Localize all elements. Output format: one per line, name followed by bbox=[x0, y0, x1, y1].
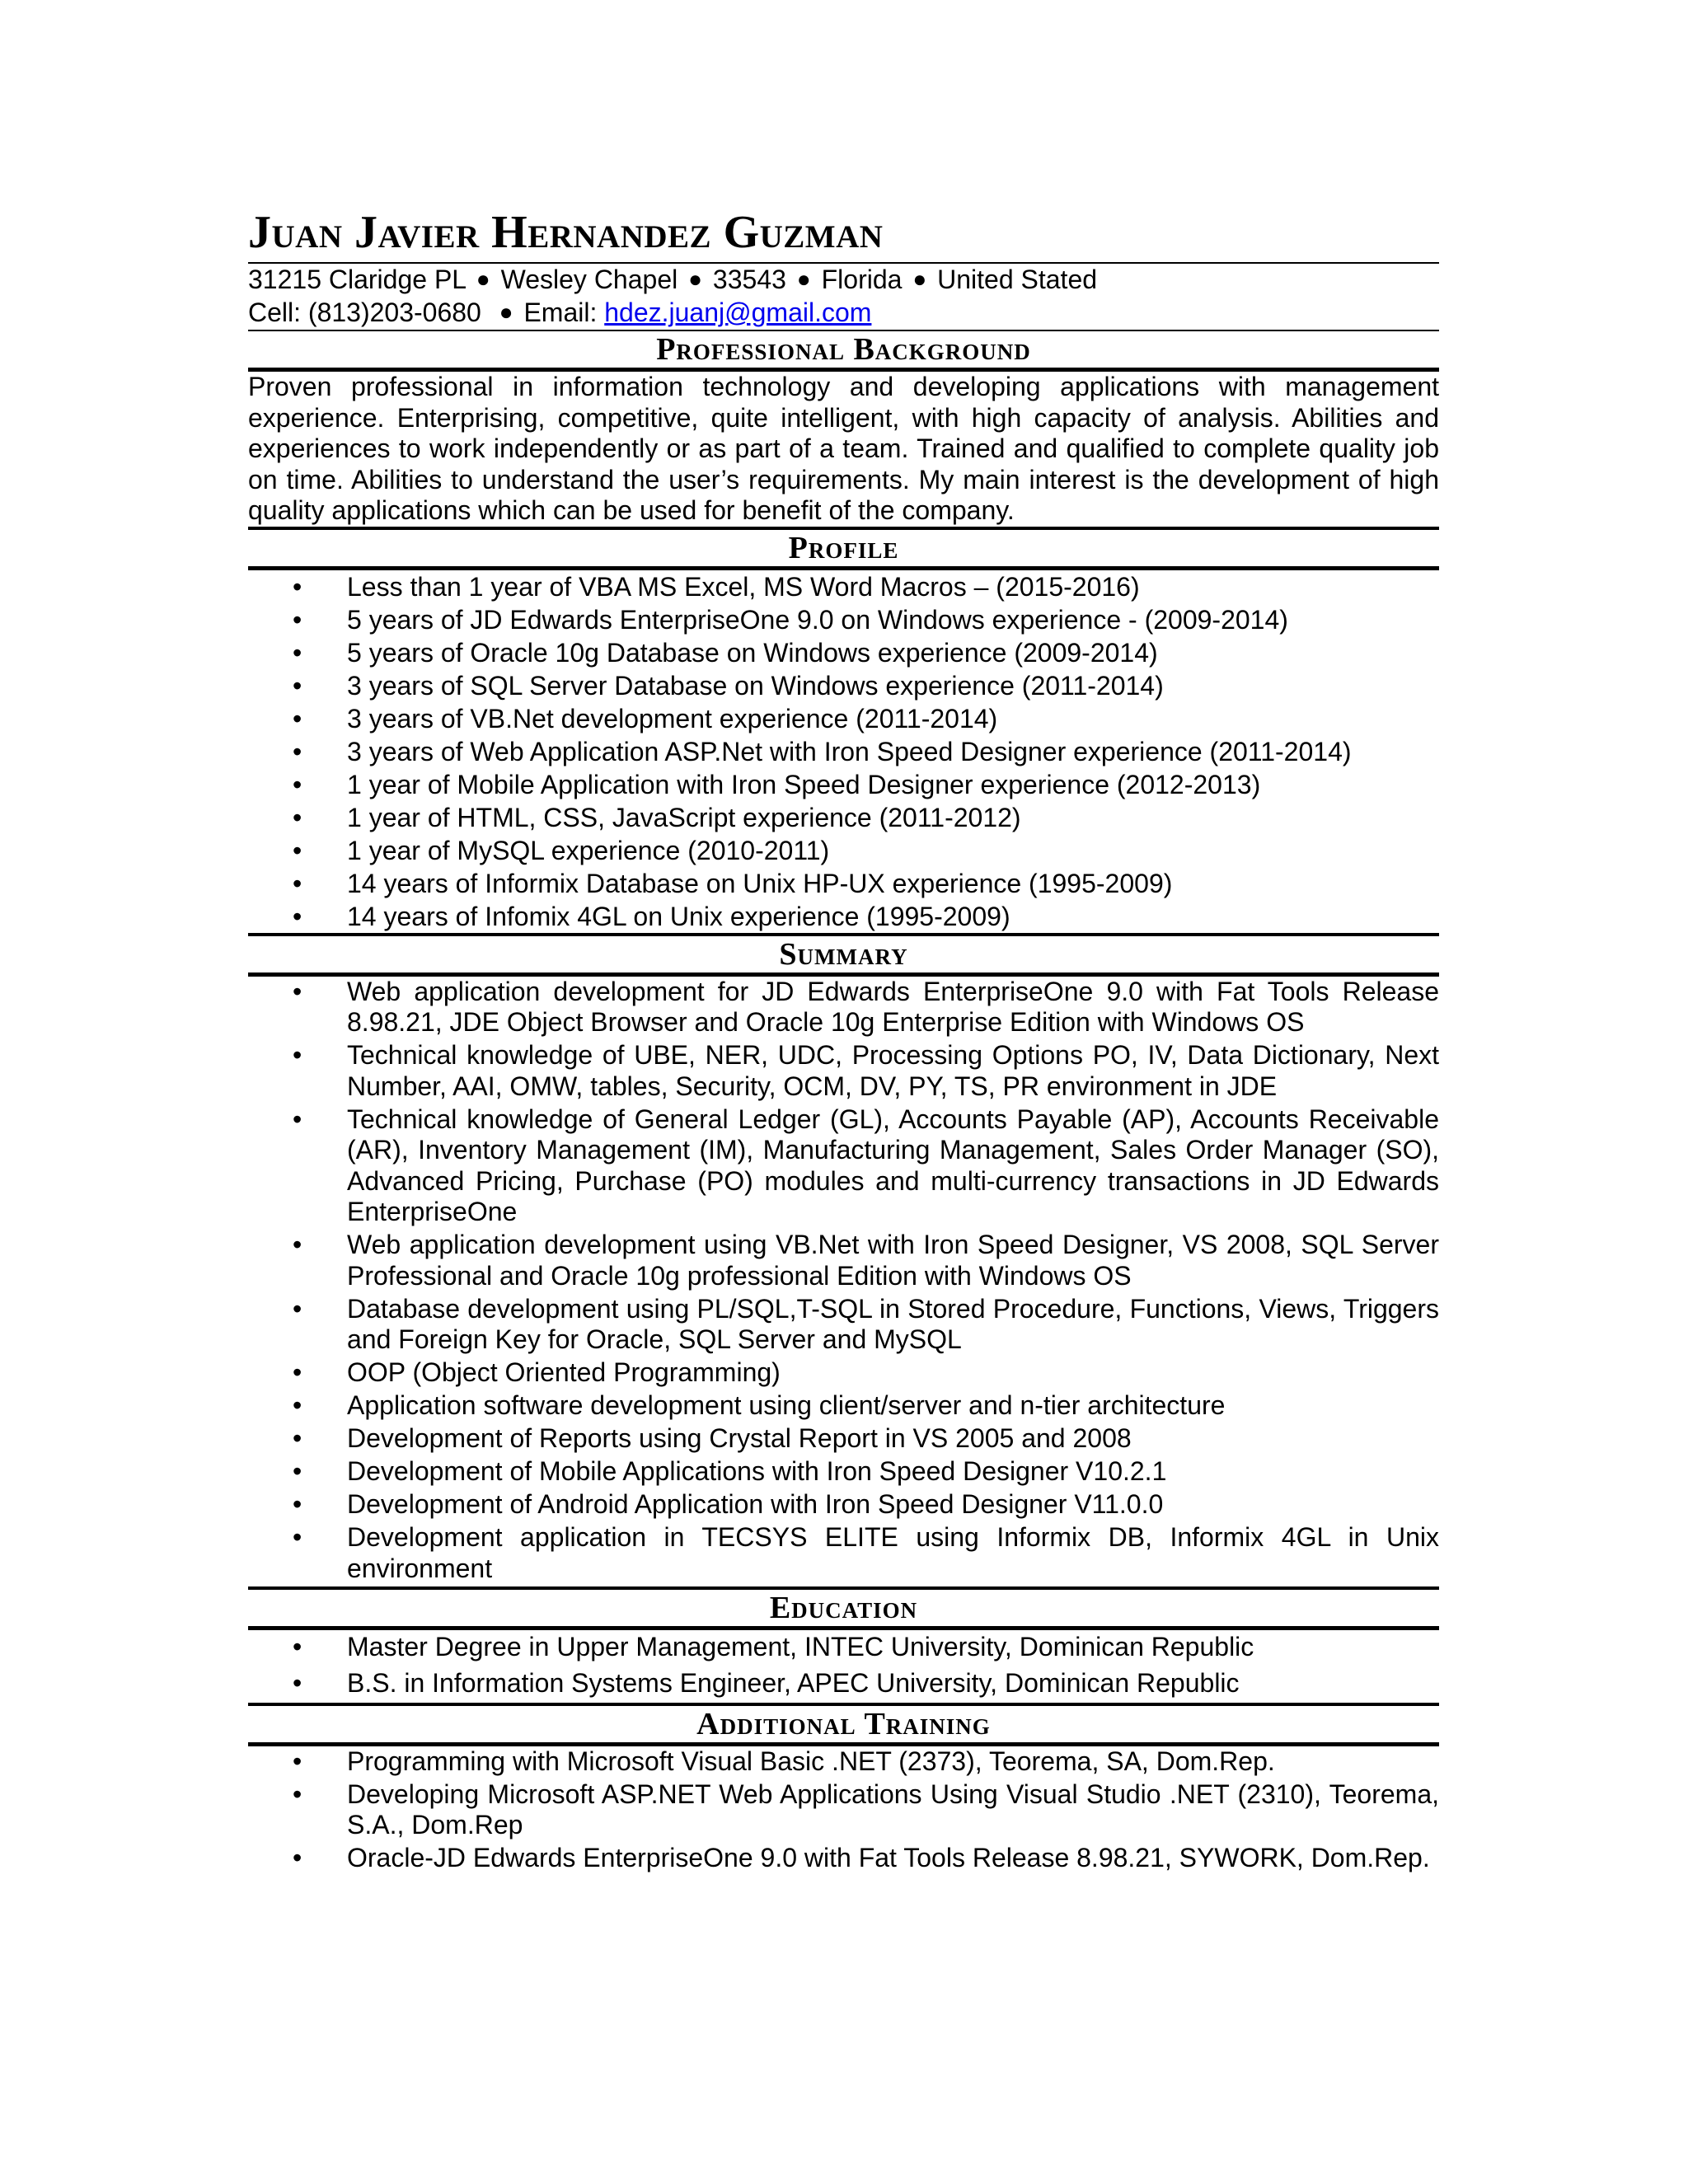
section-title-profile: Profile bbox=[248, 528, 1439, 570]
profile-item: • 1 year of HTML, CSS, JavaScript experience (2011-2012) bbox=[248, 801, 1439, 834]
resume-content bbox=[248, 206, 1439, 1876]
education-item: • Master Degree in Upper Management, INTEC University, Dominican Republic bbox=[248, 1630, 1439, 1663]
professional-background-text: Proven professional in information technology and developing applications with management experience. Enterprising, competitive, quite intelligent, with high capacity of analysis. Abilities and experiences to work independently or as part of a team. Trained and qualified to complete quality job on time. Abilities to understand the user’s requirements. My main interest is the development of high quality applications which can be used for benefit of the company. bbox=[248, 372, 1439, 525]
summary-item: • OOP (Object Oriented Programming) bbox=[248, 1357, 1439, 1389]
profile-list bbox=[248, 570, 1439, 933]
section-title-summary: Summary bbox=[248, 935, 1439, 977]
professional-background-section bbox=[248, 372, 1439, 528]
cell-number: (813)203-0680 bbox=[307, 298, 481, 327]
bullet-separator-icon: ● bbox=[476, 266, 490, 292]
profile-item: • 5 years of Oracle 10g Database on Windows experience (2009-2014) bbox=[248, 636, 1439, 669]
section-title-additional-training: Additional Training bbox=[248, 1704, 1439, 1746]
address-state: Florida bbox=[821, 265, 903, 294]
education-list bbox=[248, 1630, 1439, 1699]
education-section bbox=[248, 1630, 1439, 1704]
additional-training-section bbox=[248, 1746, 1439, 1874]
training-item: • Developing Microsoft ASP.NET Web Applications Using Visual Studio .NET (2310), Teorema, S.A., Dom.Rep bbox=[248, 1779, 1439, 1841]
summary-item: • Development of Reports using Crystal Report in VS 2005 and 2008 bbox=[248, 1423, 1439, 1455]
address-line bbox=[248, 264, 1439, 297]
summary-list bbox=[248, 977, 1439, 1585]
bullet-separator-icon: ● bbox=[796, 266, 811, 292]
contact-block bbox=[248, 264, 1439, 330]
training-item: • Oracle-JD Edwards EnterpriseOne 9.0 with Fat Tools Release 8.98.21, SYWORK, Dom.Rep. bbox=[248, 1843, 1439, 1874]
bullet-separator-icon: ● bbox=[499, 299, 513, 325]
summary-item: • Web application development using VB.Net with Iron Speed Designer, VS 2008, SQL Server Professional and Oracle 10g professional Edition with Windows OS bbox=[248, 1230, 1439, 1291]
summary-item: • Development of Android Application with Iron Speed Designer V11.0.0 bbox=[248, 1489, 1439, 1521]
address-country: United Stated bbox=[937, 265, 1098, 294]
summary-item: • Database development using PL/SQL,T-SQL in Stored Procedure, Functions, Views, Triggers and Foreign Key for Oracle, SQL Server and MySQL bbox=[248, 1294, 1439, 1356]
training-list bbox=[248, 1746, 1439, 1874]
summary-section bbox=[248, 977, 1439, 1588]
profile-item: • 14 years of Informix Database on Unix HP-UX experience (1995-2009) bbox=[248, 867, 1439, 900]
section-title-professional-background: Professional Background bbox=[248, 330, 1439, 372]
address-street: 31215 Claridge PL bbox=[248, 265, 466, 294]
profile-section bbox=[248, 570, 1439, 935]
profile-item: • 1 year of Mobile Application with Iron Speed Designer experience (2012-2013) bbox=[248, 768, 1439, 801]
profile-item: • Less than 1 year of VBA MS Excel, MS Word Macros – (2015-2016) bbox=[248, 570, 1439, 603]
profile-item: • 3 years of VB.Net development experience (2011-2014) bbox=[248, 702, 1439, 735]
candidate-name: Juan Javier Hernandez Guzman bbox=[248, 206, 1439, 264]
address-zip: 33543 bbox=[712, 265, 786, 294]
bullet-separator-icon: ● bbox=[912, 266, 927, 292]
training-item: • Programming with Microsoft Visual Basic .NET (2373), Teorema, SA, Dom.Rep. bbox=[248, 1746, 1439, 1778]
phone-email-line bbox=[248, 297, 1439, 330]
email-link[interactable]: hdez.juanj@gmail.com bbox=[604, 298, 872, 327]
profile-item: • 3 years of SQL Server Database on Windows experience (2011-2014) bbox=[248, 669, 1439, 702]
education-item: • B.S. in Information Systems Engineer, APEC University, Dominican Republic bbox=[248, 1666, 1439, 1699]
email-label: Email: bbox=[523, 298, 598, 327]
profile-item: • 1 year of MySQL experience (2010-2011) bbox=[248, 834, 1439, 867]
summary-item: • Web application development for JD Edwards EnterpriseOne 9.0 with Fat Tools Release 8.98.21, JDE Object Browser and Oracle 10g Enterprise Edition with Windows OS bbox=[248, 977, 1439, 1038]
cell-label: Cell: bbox=[248, 298, 302, 327]
summary-item: • Technical knowledge of General Ledger (GL), Accounts Payable (AP), Accounts Receivable (AR), Inventory Management (IM), Manufacturing Management, Sales Order Manager (SO), Advanced Pricing, Purchase (PO) modules and multi-currency transactions in JD Edwards EnterpriseOne bbox=[248, 1104, 1439, 1228]
section-title-education: Education bbox=[248, 1588, 1439, 1630]
profile-item: • 14 years of Infomix 4GL on Unix experience (1995-2009) bbox=[248, 900, 1439, 933]
summary-item: • Application software development using client/server and n-tier architecture bbox=[248, 1390, 1439, 1422]
profile-item: • 3 years of Web Application ASP.Net with Iron Speed Designer experience (2011-2014) bbox=[248, 735, 1439, 768]
address-city: Wesley Chapel bbox=[500, 265, 678, 294]
bullet-separator-icon: ● bbox=[688, 266, 703, 292]
summary-item: • Development application in TECSYS ELITE using Informix DB, Informix 4GL in Unix environment bbox=[248, 1522, 1439, 1584]
summary-item: • Technical knowledge of UBE, NER, UDC, Processing Options PO, IV, Data Dictionary, Next Number, AAI, OMW, tables, Security, OCM, DV, PY, TS, PR environment in JDE bbox=[248, 1040, 1439, 1102]
summary-item: • Development of Mobile Applications with Iron Speed Designer V10.2.1 bbox=[248, 1456, 1439, 1488]
profile-item: • 5 years of JD Edwards EnterpriseOne 9.0 on Windows experience - (2009-2014) bbox=[248, 603, 1439, 636]
